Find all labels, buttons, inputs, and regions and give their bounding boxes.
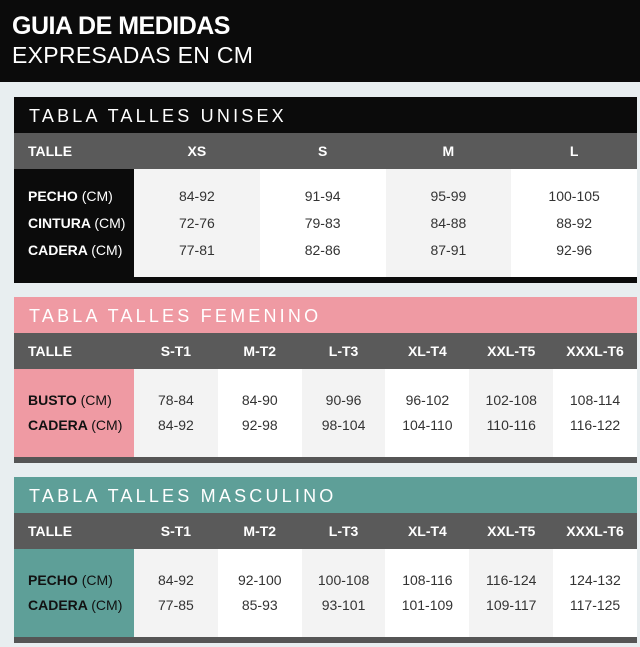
value-cell: 117-125 — [569, 597, 621, 613]
value-cell: 77-81 — [178, 241, 215, 258]
masculino-col — [134, 549, 218, 637]
unisex-col-m — [386, 169, 512, 277]
value-cell: 84-88 — [430, 214, 467, 231]
femenino-banner: TABLA TALLES FEMENINO — [14, 297, 637, 333]
femenino-header-row — [14, 333, 637, 369]
page-subtitle: EXPRESADAS EN CM — [12, 42, 254, 68]
value-cell: 84-92 — [158, 417, 194, 433]
value-cell: 90-96 — [325, 392, 362, 408]
measure-name: CADERA — [28, 417, 88, 433]
value-cell: 108-116 — [402, 572, 453, 588]
value-cell: 92-98 — [241, 417, 278, 433]
femenino-measure-labels — [14, 369, 134, 457]
measure-unit: (CM) — [81, 572, 113, 588]
unisex-body — [14, 169, 637, 277]
femenino-size: M-T2 — [243, 343, 277, 359]
value-cell: 92-100 — [237, 572, 282, 588]
masculino-table — [14, 477, 637, 643]
unisex-size-m: M — [442, 143, 455, 159]
masculino-col — [469, 549, 553, 637]
unisex-size-l: L — [569, 143, 579, 159]
femenino-col — [218, 369, 302, 457]
femenino-size: XXXL-T6 — [566, 343, 624, 359]
page-title: GUIA DE MEDIDAS — [12, 12, 230, 40]
value-cell: 104-110 — [402, 417, 453, 433]
femenino-size: L-T3 — [328, 343, 359, 359]
row-label — [28, 237, 134, 264]
value-cell: 84-92 — [158, 572, 194, 588]
measure-unit: (CM) — [91, 417, 123, 433]
measure-name: PECHO — [28, 187, 78, 204]
value-cell: 87-91 — [430, 241, 467, 258]
femenino-body — [14, 369, 637, 457]
value-cell: 88-92 — [556, 214, 593, 231]
femenino-col — [134, 369, 218, 457]
unisex-col-s — [260, 169, 386, 277]
value-cell: 72-76 — [178, 214, 215, 231]
femenino-size: S-T1 — [160, 343, 192, 359]
masculino-measure-labels — [14, 549, 134, 637]
unisex-table — [14, 97, 637, 283]
femenino-table — [14, 297, 637, 463]
value-cell: 84-90 — [241, 392, 278, 408]
measure-unit: (CM) — [91, 241, 123, 258]
unisex-size-xs: XS — [187, 143, 207, 159]
value-cell: 92-96 — [556, 241, 593, 258]
masculino-col — [553, 549, 637, 637]
value-cell: 124-132 — [569, 572, 621, 588]
measure-name: CADERA — [28, 241, 88, 258]
unisex-bottom-bar — [14, 277, 637, 283]
measure-unit: (CM) — [80, 392, 112, 408]
value-cell: 96-102 — [405, 392, 450, 408]
measure-unit: (CM) — [81, 187, 113, 204]
femenino-col — [302, 369, 386, 457]
unisex-header-label: TALLE — [28, 143, 73, 159]
value-cell: 110-116 — [486, 417, 536, 433]
unisex-col-l — [511, 169, 637, 277]
masculino-size: XL-T4 — [407, 523, 447, 539]
measure-name: CINTURA — [28, 214, 91, 231]
value-cell: 100-105 — [548, 187, 600, 204]
value-cell: 78-84 — [158, 392, 194, 408]
femenino-size: XXL-T5 — [487, 343, 536, 359]
value-cell: 101-109 — [401, 597, 454, 613]
masculino-header-label: TALLE — [28, 523, 73, 539]
femenino-size: XL-T4 — [407, 343, 447, 359]
value-cell: 116-124 — [486, 572, 537, 588]
row-label — [28, 210, 134, 237]
unisex-banner: TABLA TALLES UNISEX — [14, 97, 637, 133]
masculino-body — [14, 549, 637, 637]
value-cell: 91-94 — [304, 187, 341, 204]
femenino-col — [385, 369, 469, 457]
femenino-col — [469, 369, 553, 457]
masculino-col — [385, 549, 469, 637]
value-cell: 85-93 — [241, 597, 278, 613]
value-cell: 77-85 — [158, 597, 194, 613]
masculino-size: M-T2 — [243, 523, 277, 539]
masculino-size: XXL-T5 — [487, 523, 536, 539]
measure-unit: (CM) — [94, 214, 126, 231]
masculino-size: S-T1 — [160, 523, 192, 539]
masculino-bottom-bar — [14, 637, 637, 643]
value-cell: 116-122 — [569, 417, 621, 433]
femenino-header-label: TALLE — [28, 343, 73, 359]
value-cell: 93-101 — [321, 597, 366, 613]
unisex-size-s: S — [317, 143, 328, 159]
value-cell: 108-114 — [569, 392, 621, 408]
femenino-col — [553, 369, 637, 457]
page-header — [0, 0, 640, 82]
masculino-size: L-T3 — [328, 523, 359, 539]
value-cell: 82-86 — [304, 241, 341, 258]
row-label — [28, 413, 134, 438]
value-cell: 79-83 — [304, 214, 341, 231]
value-cell: 102-108 — [485, 392, 537, 408]
value-cell: 109-117 — [486, 597, 537, 613]
measure-unit: (CM) — [91, 597, 123, 613]
masculino-col — [302, 549, 386, 637]
measure-name: CADERA — [28, 597, 88, 613]
masculino-col — [218, 549, 302, 637]
value-cell: 100-108 — [317, 572, 370, 588]
measure-name: BUSTO — [28, 392, 77, 408]
masculino-header-row — [14, 513, 637, 549]
unisex-measure-labels — [14, 169, 134, 277]
value-cell: 98-104 — [321, 417, 366, 433]
row-label — [28, 183, 134, 210]
unisex-header-row — [14, 133, 637, 169]
value-cell: 84-92 — [178, 187, 215, 204]
value-cell: 95-99 — [430, 187, 467, 204]
row-label — [28, 388, 134, 413]
measure-name: PECHO — [28, 572, 78, 588]
unisex-col-xs — [134, 169, 260, 277]
row-label — [28, 568, 134, 593]
masculino-size: XXXL-T6 — [566, 523, 624, 539]
masculino-banner: TABLA TALLES MASCULINO — [14, 477, 637, 513]
row-label — [28, 593, 134, 618]
femenino-bottom-bar — [14, 457, 637, 463]
